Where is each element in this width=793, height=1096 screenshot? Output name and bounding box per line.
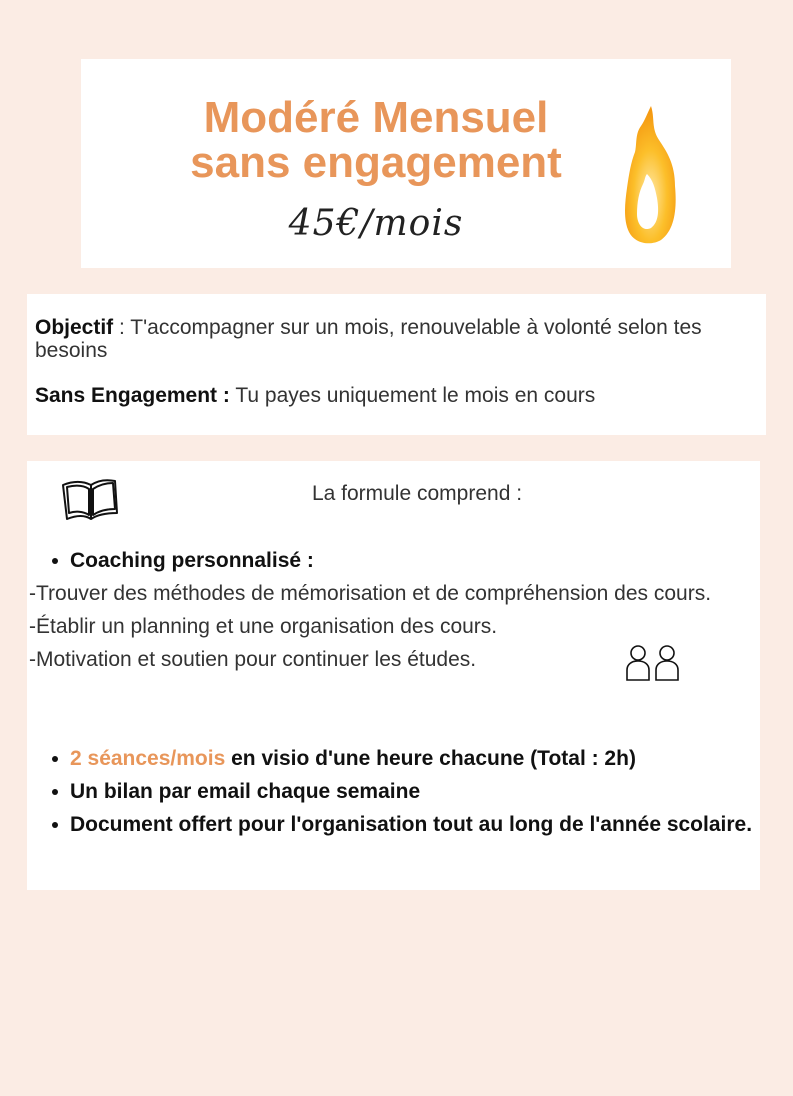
formula-card [27,461,760,890]
offer-title-line1: Modéré Mensuel [203,93,549,142]
offer-title [81,95,671,185]
objective-text: : T'accompagner sur un mois, renouvelable à volonté selon tes besoins [35,316,702,362]
detail-line: -Établir un planning et une organisation des cours. [29,615,498,638]
engagement-line [35,384,758,407]
objective-card [27,294,766,435]
flame-icon [621,104,683,246]
people-icon [624,644,682,684]
report-item: Un bilan par email chaque semaine [27,775,760,808]
detail-line: -Motivation et soutien pour continuer les études. [29,648,477,671]
engagement-text: Tu payes uniquement le mois en cours [229,384,596,407]
engagement-label: Sans Engagement : [35,384,230,407]
sessions-item [27,742,760,775]
objective-label: Objectif [35,316,114,339]
offer-price: 45€/mois [288,203,464,244]
objective-line [35,316,758,362]
coaching-list [27,544,760,577]
detail-line: -Trouver des méthodes de mémorisation et de compréhension des cours. [29,582,712,605]
sessions-accent: 2 séances/mois [70,747,226,770]
document-item: Document offert pour l'organisation tout au long de l'année scolaire. [27,808,760,841]
sessions-rest: en visio d'une heure chacune (Total : 2h) [225,747,636,770]
offer-title-line2: sans engagement [190,138,562,187]
offer-header-card [81,59,731,268]
coaching-title: Coaching personnalisé : [27,544,760,577]
formula-heading: La formule comprend : [311,482,523,505]
features-list [27,742,760,841]
